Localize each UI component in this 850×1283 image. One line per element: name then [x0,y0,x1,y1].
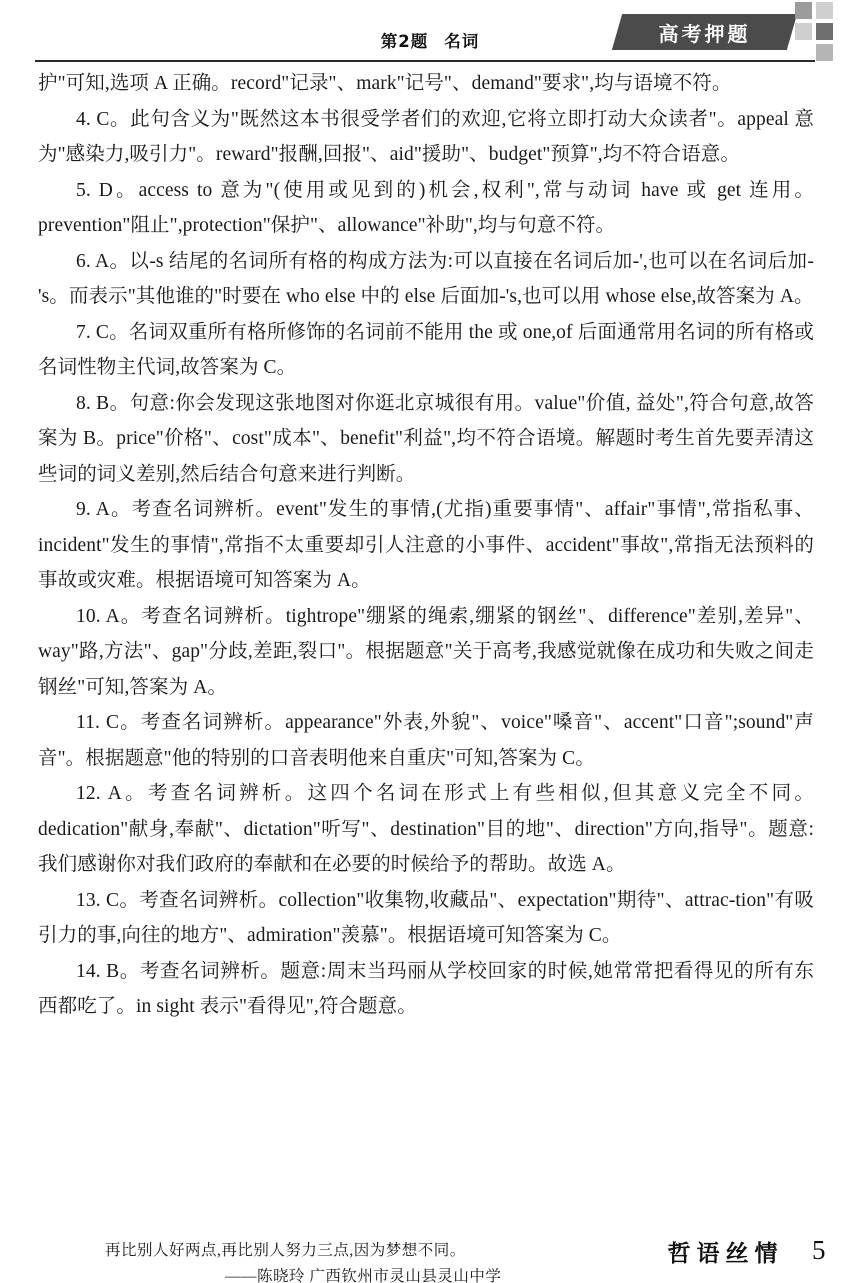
footer-badge [648,1236,803,1266]
decor-square-icon [795,2,812,19]
paragraph: 14. B。考查名词辨析。题意:周末当玛丽从学校回家的时候,她常常把看得见的所有东西都吃了。in sight 表示"看得见",符合题意。 [38,960,814,1017]
header-divider [35,60,815,62]
paragraph: 6. A。以-s 结尾的名词所有格的构成方法为:可以直接在名词后加-',也可以在名词后加-'s。而表示"其他谁的"时要在 who else 中的 else 后面加-'s,也可以用 whose else,故答案为 A。 [38,250,814,307]
paragraph: 7. C。名词双重所有格所修饰的名词前不能用 the 或 one,of 后面通常用名词的所有格或名词性物主代词,故答案为 C。 [38,321,814,378]
question-label: 第2题 [380,32,429,51]
paragraph: 13. C。考查名词辨析。collection"收集物,收藏品"、expectation"期待"、attrac-tion"有吸引力的事,向往的地方"、admiration"羡慕"。根据语境可知答案为 C。 [38,889,814,946]
paragraph: 10. A。考查名词辨析。tightrope"绷紧的绳索,绷紧的钢丝"、difference"差别,差异"、way"路,方法"、gap"分歧,差距,裂口"。根据题意"关于高考,我感觉就像在成功和失败之间走钢丝"可知,答案为 A。 [38,605,814,698]
paragraph: 5. D。access to 意为"(使用或见到的)机会,权利",常与动词 have 或 get 连用。prevention"阻止",protection"保护"、allowance"补助",均与句意不符。 [38,179,814,236]
exam-banner [612,14,797,50]
paragraph: 12. A。考查名词辨析。这四个名词在形式上有些相似,但其意义完全不同。dedication"献身,奉献"、dictation"听写"、destination"目的地"、direction"方向,指导"。题意:我们感谢你对我们政府的奉献和在必要的时候给予的帮助。故选 A。 [38,783,814,875]
page-number: 5 [812,1235,826,1265]
decor-square-icon [816,23,833,40]
paragraph: 8. B。句意:你会发现这张地图对你逛北京城很有用。value"价值, 益处",符合句意,故答案为 B。price"价格"、cost"成本"、benefit"利益",均不符合语境。解题时考生首先要弄清这些词的词义差别,然后结合句意来进行判断。 [38,392,814,485]
decor-square-icon [816,44,833,61]
footer-quote: 再比别人好两点,再比别人努力三点,因为梦想不同。 [105,1242,466,1259]
paragraph: 4. C。此句含义为"既然这本书很受学者们的欢迎,它将立即打动大众读者"。appeal 意为"感染力,吸引力"。reward"报酬,回报"、aid"援助"、budget"预算",均不符合语意。 [38,108,814,165]
footer-quote-source: ——陈晓玲 广西钦州市灵山县灵山中学 [225,1268,502,1283]
section-title: 名词 [444,32,480,51]
paragraph: 11. C。考查名词辨析。appearance"外表,外貌"、voice"嗓音"、accent"口音";sound"声音"。根据题意"他的特别的口音表明他来自重庆"可知,答案为 C。 [38,712,814,769]
footer-badge-label: 哲语丝情 [667,1240,784,1267]
paragraph: 9. A。考查名词辨析。event"发生的事情,(尤指)重要事情"、affair"事情",常指私事、incident"发生的事情",常指不太重要却引人注意的小事件、accident"事故",常指无法预料的事故或灾难。根据语境可知答案为 A。 [38,499,814,591]
header-title [381,28,479,52]
decor-square-icon [795,23,812,40]
paragraph: 护"可知,选项 A 正确。record"记录"、mark"记号"、demand"要求",均与语境不符。 [38,73,732,94]
decor-square-icon [816,2,833,19]
page-header [0,0,850,62]
exam-banner-inner [617,14,792,50]
exam-banner-label: 高考押题 [658,21,751,46]
answer-explanations [38,66,814,1025]
